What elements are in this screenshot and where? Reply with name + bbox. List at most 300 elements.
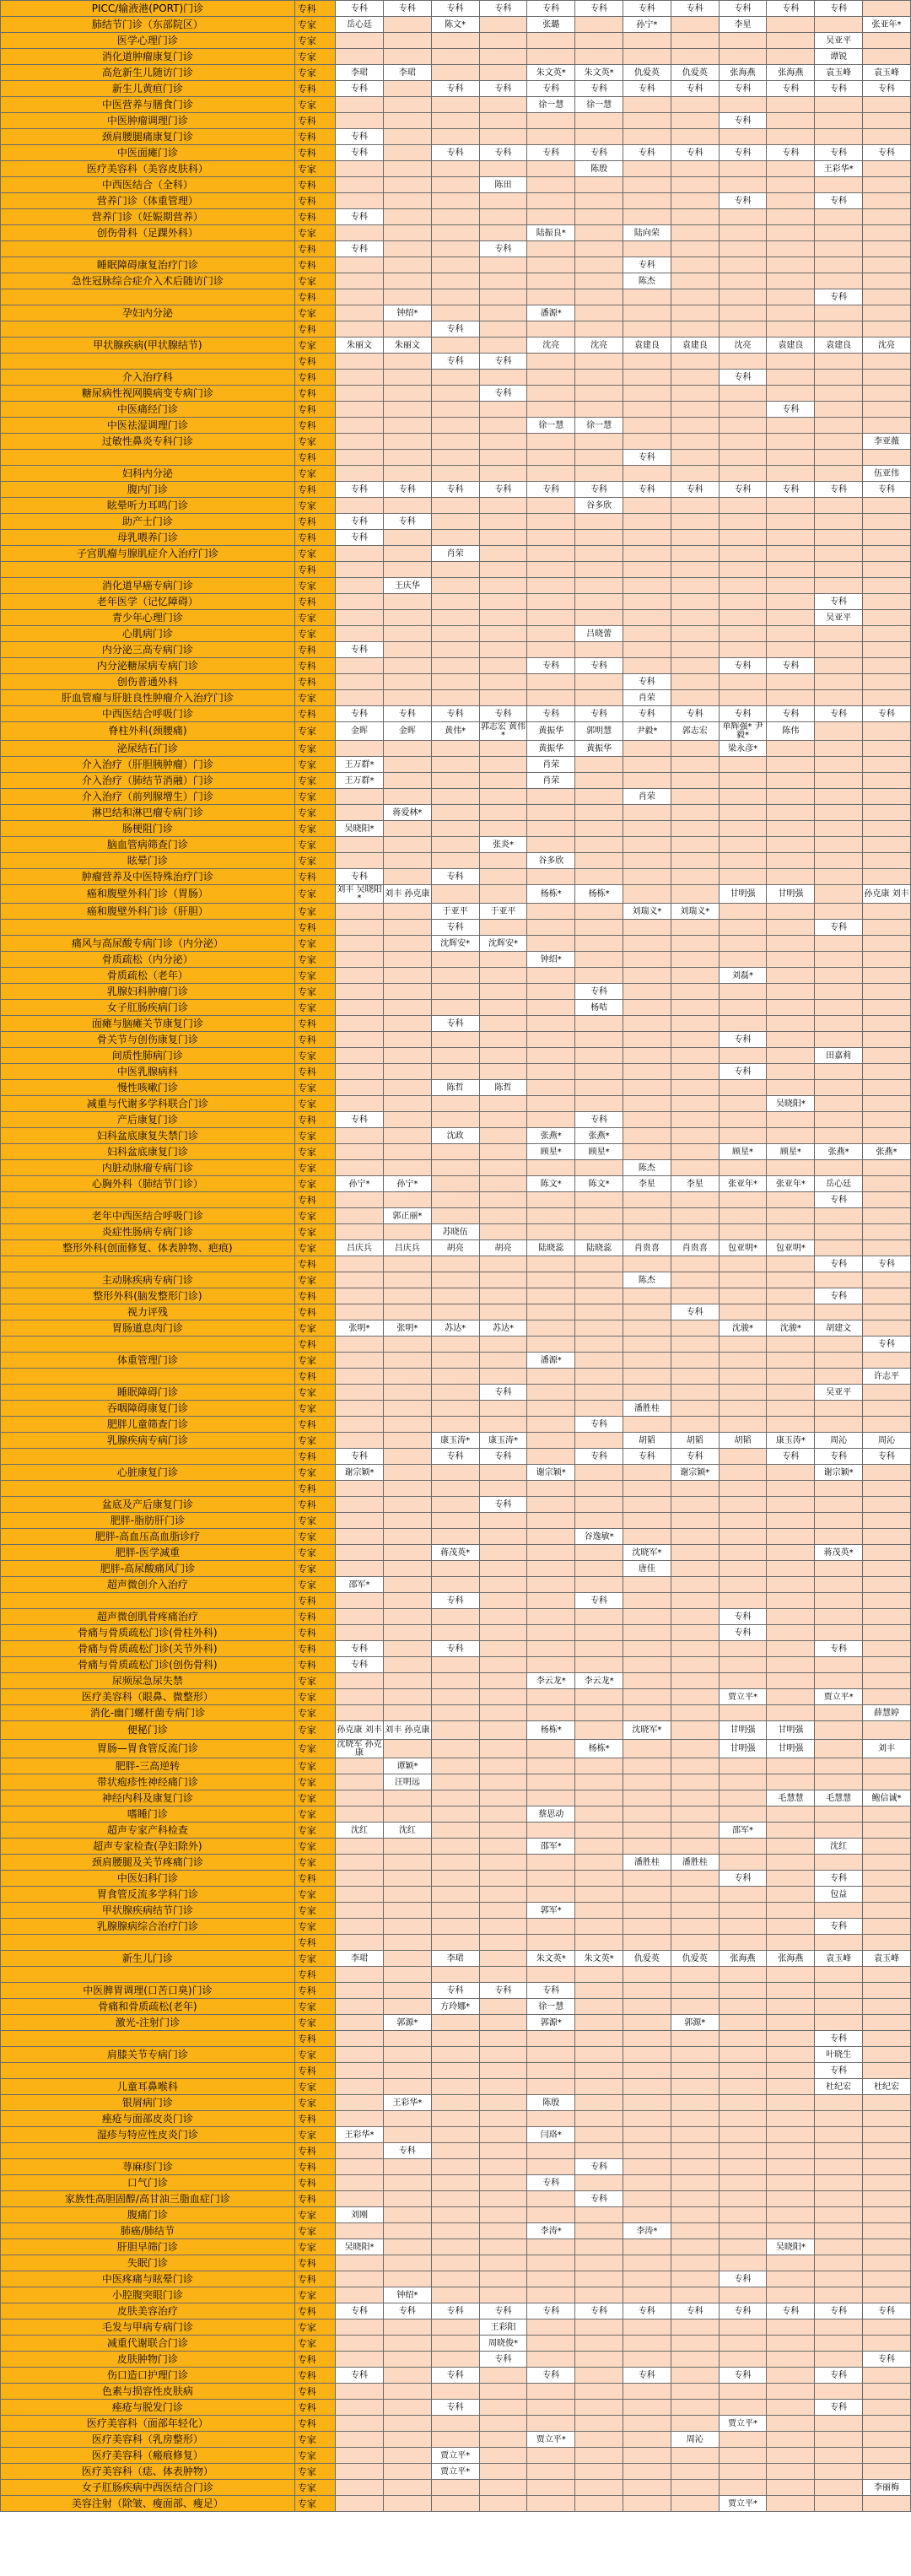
schedule-cell: 专科 xyxy=(336,2303,384,2319)
schedule-cell: 沈辉安* xyxy=(479,936,527,952)
clinic-type: 专家 xyxy=(294,1160,335,1176)
schedule-cell xyxy=(671,1337,719,1353)
schedule-cell xyxy=(671,594,719,610)
schedule-cell xyxy=(479,370,527,386)
clinic-name: 介入治疗（前列腺增生）门诊 xyxy=(1,789,295,805)
clinic-name: 医疗美容科（痣、体表肿物） xyxy=(1,2464,295,2480)
schedule-row xyxy=(1,2015,911,2031)
schedule-cell: 王彩阳 xyxy=(479,2319,527,2336)
schedule-cell xyxy=(623,2015,671,2031)
schedule-cell xyxy=(671,2207,719,2223)
schedule-cell xyxy=(671,257,719,273)
clinic-name xyxy=(1,1967,295,1983)
clinic-type: 专科 xyxy=(294,209,335,225)
clinic-type: 专家 xyxy=(294,690,335,706)
schedule-cell: 朱文英* xyxy=(527,1951,575,1967)
schedule-cell xyxy=(383,2255,431,2271)
schedule-cell xyxy=(671,757,719,773)
schedule-row xyxy=(1,2031,911,2047)
schedule-cell xyxy=(336,741,384,757)
schedule-cell xyxy=(383,33,431,49)
schedule-row xyxy=(1,2095,911,2111)
clinic-name: 骨质疏松（内分泌） xyxy=(1,952,295,968)
schedule-cell xyxy=(767,1823,815,1839)
schedule-row xyxy=(1,2319,911,2336)
schedule-cell: 专科 xyxy=(527,2303,575,2319)
schedule-cell xyxy=(431,578,479,594)
schedule-cell xyxy=(431,113,479,129)
clinic-name: 乳腺妇科肿瘤门诊 xyxy=(1,984,295,1000)
schedule-cell xyxy=(383,2175,431,2191)
clinic-type: 专家 xyxy=(294,1561,335,1577)
schedule-cell xyxy=(671,2159,719,2175)
schedule-cell xyxy=(863,1721,911,1740)
schedule-cell xyxy=(719,2063,767,2079)
clinic-name: 肥胖儿童筛查门诊 xyxy=(1,1417,295,1433)
schedule-cell xyxy=(767,757,815,773)
schedule-cell xyxy=(383,1417,431,1433)
schedule-cell xyxy=(671,2223,719,2239)
schedule-cell xyxy=(527,2448,575,2464)
schedule-row xyxy=(1,2464,911,2480)
schedule-row xyxy=(1,626,911,642)
schedule-cell xyxy=(336,1192,384,1208)
schedule-cell xyxy=(383,1871,431,1887)
schedule-cell xyxy=(863,1224,911,1240)
schedule-cell xyxy=(815,1561,863,1577)
schedule-cell: 专科 xyxy=(815,2031,863,2047)
schedule-cell xyxy=(383,546,431,562)
schedule-cell xyxy=(767,225,815,241)
schedule-cell xyxy=(623,2191,671,2207)
schedule-cell xyxy=(575,1758,623,1774)
clinic-type: 专科 xyxy=(294,1871,335,1887)
schedule-cell: 专科 xyxy=(479,386,527,402)
schedule-cell xyxy=(863,225,911,241)
schedule-cell xyxy=(575,1806,623,1823)
clinic-type: 专家 xyxy=(294,1465,335,1481)
clinic-name xyxy=(1,354,295,370)
schedule-cell xyxy=(767,305,815,321)
schedule-cell xyxy=(383,2223,431,2239)
schedule-cell xyxy=(815,1112,863,1128)
schedule-cell xyxy=(431,2239,479,2255)
schedule-cell xyxy=(479,1144,527,1160)
schedule-cell xyxy=(575,837,623,853)
schedule-cell xyxy=(863,936,911,952)
schedule-cell xyxy=(575,869,623,885)
schedule-cell xyxy=(863,2496,911,2512)
clinic-name: 泌尿结石门诊 xyxy=(1,741,295,757)
schedule-row xyxy=(1,1112,911,1128)
schedule-cell xyxy=(623,2063,671,2079)
schedule-cell: 专科 xyxy=(336,1112,384,1128)
schedule-cell xyxy=(431,370,479,386)
schedule-cell xyxy=(863,2432,911,2448)
schedule-cell xyxy=(719,869,767,885)
schedule-cell xyxy=(623,530,671,546)
schedule-cell xyxy=(479,193,527,209)
schedule-cell xyxy=(383,386,431,402)
schedule-cell xyxy=(479,968,527,984)
schedule-cell xyxy=(575,370,623,386)
schedule-row xyxy=(1,642,911,658)
schedule-cell xyxy=(767,2159,815,2175)
schedule-row xyxy=(1,1304,911,1320)
schedule-cell xyxy=(671,1192,719,1208)
schedule-cell xyxy=(336,498,384,514)
clinic-name xyxy=(1,1337,295,1353)
schedule-cell xyxy=(479,1625,527,1641)
schedule-cell xyxy=(671,2448,719,2464)
schedule-cell xyxy=(575,466,623,482)
schedule-cell: 专科 xyxy=(527,706,575,722)
schedule-cell xyxy=(383,2239,431,2255)
schedule-cell: 专科 xyxy=(623,1449,671,1465)
clinic-type: 专家 xyxy=(294,2223,335,2239)
schedule-cell: 谭颖* xyxy=(383,1758,431,1774)
schedule-cell xyxy=(815,1705,863,1721)
schedule-cell: 专科 xyxy=(815,289,863,305)
schedule-cell xyxy=(671,1561,719,1577)
schedule-cell xyxy=(336,2095,384,2111)
schedule-cell xyxy=(671,984,719,1000)
clinic-name: 子宫肌瘤与腺肌症介入治疗门诊 xyxy=(1,546,295,562)
schedule-cell xyxy=(336,1369,384,1385)
schedule-cell xyxy=(815,113,863,129)
schedule-cell xyxy=(863,386,911,402)
schedule-cell xyxy=(719,225,767,241)
schedule-cell xyxy=(527,1369,575,1385)
clinic-name: 医疗美容科（乳房整形） xyxy=(1,2432,295,2448)
schedule-row xyxy=(1,904,911,920)
clinic-type: 专家 xyxy=(294,546,335,562)
schedule-cell xyxy=(671,1823,719,1839)
schedule-cell xyxy=(863,1112,911,1128)
clinic-name: 介入治疗（肝胆胰肿瘤）门诊 xyxy=(1,757,295,773)
schedule-row xyxy=(1,1048,911,1064)
schedule-cell xyxy=(815,209,863,225)
schedule-cell xyxy=(863,805,911,821)
schedule-cell xyxy=(575,1513,623,1529)
schedule-cell xyxy=(527,466,575,482)
schedule-cell xyxy=(527,1561,575,1577)
schedule-row xyxy=(1,2223,911,2239)
clinic-name xyxy=(1,1449,295,1465)
clinic-type: 专家 xyxy=(294,757,335,773)
schedule-cell xyxy=(767,562,815,578)
clinic-name: 颈肩腰腿痛康复门诊 xyxy=(1,129,295,145)
schedule-cell xyxy=(671,1705,719,1721)
clinic-name xyxy=(1,2063,295,2079)
schedule-cell xyxy=(719,1048,767,1064)
schedule-cell xyxy=(671,1871,719,1887)
schedule-cell xyxy=(431,161,479,177)
schedule-cell xyxy=(383,321,431,338)
schedule-row xyxy=(1,578,911,594)
schedule-cell xyxy=(863,1887,911,1903)
schedule-cell xyxy=(479,1758,527,1774)
schedule-cell xyxy=(383,2079,431,2095)
schedule-cell xyxy=(863,1497,911,1513)
schedule-cell xyxy=(383,1304,431,1320)
schedule-cell xyxy=(575,257,623,273)
schedule-cell xyxy=(863,920,911,936)
schedule-cell xyxy=(671,434,719,450)
clinic-name: 痛风与高尿酸专病门诊（内分泌） xyxy=(1,936,295,952)
schedule-cell xyxy=(863,1774,911,1790)
clinic-type: 专科 xyxy=(294,2191,335,2207)
clinic-name: 甲状腺疾病(甲状腺结节) xyxy=(1,338,295,354)
schedule-cell xyxy=(336,2496,384,2512)
schedule-cell xyxy=(575,2079,623,2095)
schedule-row xyxy=(1,594,911,610)
schedule-row xyxy=(1,1673,911,1689)
schedule-cell: 专科 xyxy=(336,1641,384,1657)
schedule-cell xyxy=(671,741,719,757)
schedule-cell xyxy=(623,2239,671,2255)
schedule-row xyxy=(1,2111,911,2127)
schedule-cell: 专科 xyxy=(815,594,863,610)
schedule-cell xyxy=(479,1369,527,1385)
schedule-cell xyxy=(623,1705,671,1721)
schedule-row xyxy=(1,2047,911,2063)
schedule-cell xyxy=(479,1353,527,1369)
schedule-cell xyxy=(623,1016,671,1032)
schedule-cell xyxy=(479,1112,527,1128)
schedule-cell xyxy=(719,1192,767,1208)
clinic-type: 专家 xyxy=(294,2127,335,2143)
schedule-row xyxy=(1,2271,911,2287)
schedule-cell xyxy=(623,805,671,821)
clinic-type: 专家 xyxy=(294,1208,335,1224)
schedule-cell xyxy=(623,1689,671,1705)
schedule-cell: 于亚平 xyxy=(479,904,527,920)
schedule-cell: 专科 xyxy=(527,482,575,498)
schedule-cell xyxy=(719,1096,767,1112)
schedule-cell: 毛慧慧 xyxy=(767,1790,815,1806)
schedule-cell xyxy=(479,805,527,821)
schedule-cell: 专科 xyxy=(431,1,479,17)
schedule-cell xyxy=(767,773,815,789)
clinic-type: 专科 xyxy=(294,2303,335,2319)
schedule-cell xyxy=(623,658,671,674)
schedule-cell xyxy=(431,1721,479,1740)
clinic-type: 专家 xyxy=(294,1385,335,1401)
schedule-cell xyxy=(479,321,527,338)
schedule-cell: 吴晓阳* xyxy=(336,821,384,837)
schedule-cell xyxy=(719,289,767,305)
clinic-name: 中西医结合（全科） xyxy=(1,177,295,193)
schedule-cell xyxy=(767,2127,815,2143)
schedule-cell: 苏达* xyxy=(431,1320,479,1337)
schedule-cell xyxy=(336,2031,384,2047)
schedule-cell xyxy=(336,2063,384,2079)
schedule-cell xyxy=(671,968,719,984)
schedule-cell xyxy=(383,2159,431,2175)
schedule-cell: 甘明强 xyxy=(767,885,815,904)
schedule-cell xyxy=(336,1790,384,1806)
schedule-cell xyxy=(671,1721,719,1740)
schedule-cell xyxy=(719,2336,767,2352)
schedule-cell xyxy=(479,2223,527,2239)
schedule-row xyxy=(1,706,911,722)
schedule-cell xyxy=(383,209,431,225)
schedule-cell xyxy=(767,594,815,610)
schedule-cell xyxy=(527,546,575,562)
schedule-cell xyxy=(815,1983,863,1999)
schedule-cell xyxy=(623,1080,671,1096)
schedule-cell xyxy=(623,773,671,789)
schedule-cell xyxy=(479,2143,527,2159)
schedule-cell: 李云龙* xyxy=(575,1673,623,1689)
schedule-cell xyxy=(671,885,719,904)
schedule-cell xyxy=(479,1721,527,1740)
schedule-cell: 专科 xyxy=(431,920,479,936)
schedule-cell: 岳心廷 xyxy=(336,17,384,33)
clinic-name: 尿频尿急尿失禁 xyxy=(1,1673,295,1689)
schedule-cell xyxy=(431,1160,479,1176)
schedule-cell xyxy=(863,305,911,321)
schedule-cell xyxy=(431,773,479,789)
schedule-row xyxy=(1,789,911,805)
schedule-cell xyxy=(863,658,911,674)
schedule-cell: 张燕* xyxy=(815,1144,863,1160)
schedule-cell xyxy=(383,821,431,837)
clinic-type: 专家 xyxy=(294,2095,335,2111)
schedule-cell xyxy=(336,289,384,305)
schedule-cell xyxy=(815,2416,863,2432)
schedule-cell xyxy=(575,1983,623,1999)
schedule-cell xyxy=(383,741,431,757)
clinic-type: 专家 xyxy=(294,1224,335,1240)
schedule-cell: 专科 xyxy=(863,81,911,97)
schedule-cell xyxy=(575,1641,623,1657)
schedule-cell xyxy=(719,626,767,642)
schedule-cell xyxy=(623,1983,671,1999)
clinic-name: 糖尿病性视网膜病变专病门诊 xyxy=(1,386,295,402)
schedule-cell: 孙宁* xyxy=(383,1176,431,1192)
schedule-cell xyxy=(863,1641,911,1657)
schedule-cell xyxy=(336,418,384,434)
schedule-cell xyxy=(767,2432,815,2448)
schedule-row xyxy=(1,610,911,626)
schedule-row xyxy=(1,1758,911,1774)
clinic-type: 专科 xyxy=(294,1112,335,1128)
schedule-cell xyxy=(671,2175,719,2191)
schedule-cell xyxy=(671,2111,719,2127)
schedule-cell xyxy=(383,1000,431,1016)
schedule-cell xyxy=(815,1417,863,1433)
clinic-type: 专家 xyxy=(294,2239,335,2255)
schedule-cell xyxy=(527,578,575,594)
schedule-row xyxy=(1,2191,911,2207)
schedule-cell xyxy=(575,209,623,225)
schedule-cell xyxy=(479,402,527,418)
schedule-cell xyxy=(719,1160,767,1176)
schedule-cell: 杨栋* xyxy=(527,885,575,904)
schedule-cell xyxy=(767,1064,815,1080)
clinic-name: 湿疹与特应性皮炎门诊 xyxy=(1,2127,295,2143)
schedule-cell: 专科 xyxy=(671,1449,719,1465)
schedule-cell: 周沁 xyxy=(815,1433,863,1449)
schedule-cell xyxy=(623,936,671,952)
schedule-cell xyxy=(719,241,767,257)
schedule-cell xyxy=(671,1790,719,1806)
schedule-cell xyxy=(719,129,767,145)
schedule-cell xyxy=(527,2464,575,2480)
schedule-cell xyxy=(671,2496,719,2512)
schedule-cell xyxy=(767,1000,815,1016)
schedule-cell xyxy=(863,1657,911,1673)
clinic-type: 专家 xyxy=(294,1740,335,1758)
schedule-row xyxy=(1,984,911,1000)
schedule-cell xyxy=(479,1401,527,1417)
schedule-cell xyxy=(671,241,719,257)
clinic-name: 中医乳腺病科 xyxy=(1,1064,295,1080)
schedule-cell xyxy=(863,869,911,885)
schedule-cell: 徐一慧 xyxy=(527,418,575,434)
schedule-cell xyxy=(575,1320,623,1337)
schedule-cell xyxy=(527,370,575,386)
schedule-cell xyxy=(815,1935,863,1951)
schedule-cell: 专科 xyxy=(863,2303,911,2319)
schedule-cell: 专科 xyxy=(719,1609,767,1625)
schedule-cell xyxy=(479,2368,527,2384)
schedule-cell: 专科 xyxy=(336,81,384,97)
schedule-cell xyxy=(863,952,911,968)
schedule-cell xyxy=(623,370,671,386)
schedule-row xyxy=(1,1000,911,1016)
schedule-cell xyxy=(479,1064,527,1080)
schedule-cell xyxy=(383,968,431,984)
clinic-name: 医疗美容科（眼鼻、微整形） xyxy=(1,1689,295,1705)
schedule-row xyxy=(1,1839,911,1855)
clinic-type: 专科 xyxy=(294,562,335,578)
schedule-cell xyxy=(383,2191,431,2207)
clinic-name: 肝胆早筛门诊 xyxy=(1,2239,295,2255)
schedule-cell: 袁玉峰 xyxy=(815,1951,863,1967)
clinic-name: 毛发与甲病专病门诊 xyxy=(1,2319,295,2336)
schedule-cell xyxy=(479,1000,527,1016)
schedule-cell xyxy=(383,837,431,853)
schedule-cell xyxy=(383,1288,431,1304)
schedule-cell xyxy=(383,1465,431,1481)
schedule-cell xyxy=(527,209,575,225)
schedule-cell xyxy=(863,498,911,514)
schedule-row xyxy=(1,193,911,209)
schedule-cell: 袁建良 xyxy=(767,338,815,354)
schedule-cell xyxy=(767,2191,815,2207)
schedule-cell xyxy=(623,1481,671,1497)
schedule-row xyxy=(1,741,911,757)
schedule-cell xyxy=(479,546,527,562)
schedule-cell xyxy=(719,273,767,289)
schedule-cell xyxy=(863,853,911,869)
schedule-cell xyxy=(623,2271,671,2287)
schedule-cell: 专科 xyxy=(431,1016,479,1032)
schedule-cell xyxy=(815,1593,863,1609)
schedule-cell xyxy=(431,741,479,757)
schedule-cell xyxy=(575,1705,623,1721)
schedule-cell: 专科 xyxy=(479,1983,527,1999)
schedule-cell xyxy=(767,968,815,984)
schedule-cell xyxy=(431,2480,479,2496)
schedule-cell xyxy=(575,546,623,562)
schedule-cell xyxy=(336,1758,384,1774)
schedule-cell xyxy=(767,578,815,594)
schedule-cell xyxy=(863,1545,911,1561)
